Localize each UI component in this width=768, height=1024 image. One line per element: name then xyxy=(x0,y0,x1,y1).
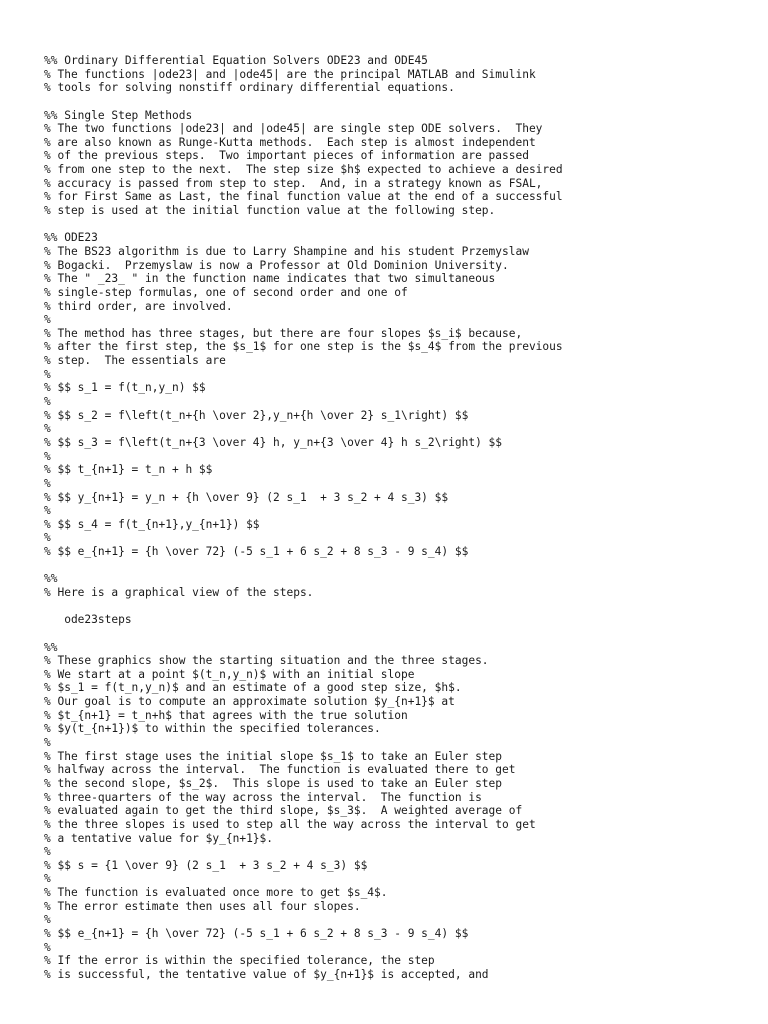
code-line: % $$ s_4 = f(t_{n+1},y_{n+1}) $$ xyxy=(44,517,260,531)
code-line: % xyxy=(44,504,51,518)
code-line: % The " _23_ " in the function name indicates that two simultaneous xyxy=(44,272,496,286)
code-line: % These graphics show the starting situation and the three stages. xyxy=(44,654,489,668)
code-line: % The BS23 algorithm is due to Larry Shampine and his student Przemyslaw xyxy=(44,244,529,258)
code-line: % $t_{n+1} = t_n+h$ that agrees with the true solution xyxy=(44,708,408,722)
code-line: % $$ s_2 = f\left(t_n+{h \over 2},y_n+{h \over 2} s_1\right) $$ xyxy=(44,408,469,422)
code-line: % after the first step, the $s_1$ for one step is the $s_4$ from the previous xyxy=(44,340,563,354)
code-line: % step. The essentials are xyxy=(44,354,226,368)
code-line: % The function is evaluated once more to get $s_4$. xyxy=(44,886,388,900)
code-line: % If the error is within the specified tolerance, the step xyxy=(44,954,435,968)
code-line: % xyxy=(44,476,51,490)
code-line: %% Ordinary Differential Equation Solvers ODE23 and ODE45 xyxy=(44,54,428,67)
code-line: % $s_1 = f(t_n,y_n)$ and an estimate of a good step size, $h$. xyxy=(44,681,462,695)
code-line xyxy=(44,600,760,614)
code-line: % xyxy=(44,422,51,436)
code-line xyxy=(44,559,760,573)
code-line: % The first stage uses the initial slope $s_1$ to take an Euler step xyxy=(44,749,503,763)
code-line: ode23steps xyxy=(44,613,132,627)
code-line: % for First Same as Last, the final function value at the end of a successful xyxy=(44,190,563,204)
code-line: %% xyxy=(44,572,58,586)
code-line: % $$ s = {1 \over 9} (2 s_1 + 3 s_2 + 4 s_3) $$ xyxy=(44,858,368,872)
code-line: % accuracy is passed from step to step. And, in a strategy known as FSAL, xyxy=(44,176,543,190)
code-line: % step is used at the initial function value at the following step. xyxy=(44,204,496,218)
code-line: % is successful, the tentative value of $y_{n+1}$ is accepted, and xyxy=(44,967,489,981)
code-line: % Here is a graphical view of the steps. xyxy=(44,585,314,599)
code-line: % xyxy=(44,913,51,927)
code-line: % xyxy=(44,845,51,859)
code-line: % a tentative value for $y_{n+1}$. xyxy=(44,831,274,845)
code-line: %% Single Step Methods xyxy=(44,108,193,122)
code-line: % halfway across the interval. The function is evaluated there to get xyxy=(44,763,516,777)
code-line: % xyxy=(44,531,51,545)
code-line: % of the previous steps. Two important pieces of information are passed xyxy=(44,149,529,163)
code-line xyxy=(44,218,760,232)
code-line: % $$ y_{n+1} = y_n + {h \over 9} (2 s_1 + 3 s_2 + 4 s_3) $$ xyxy=(44,490,449,504)
code-line: % Bogacki. Przemyslaw is now a Professor at Old Dominion University. xyxy=(44,258,509,272)
code-line: % xyxy=(44,449,51,463)
code-line: % $$ e_{n+1} = {h \over 72} (-5 s_1 + 6 s_2 + 8 s_3 - 9 s_4) $$ xyxy=(44,545,469,559)
code-line: % $$ e_{n+1} = {h \over 72} (-5 s_1 + 6 s_2 + 8 s_3 - 9 s_4) $$ xyxy=(44,927,469,940)
code-line: % The error estimate then uses all four slopes. xyxy=(44,899,361,913)
code-line xyxy=(44,627,760,641)
code-line: % xyxy=(44,940,51,954)
code-line: % xyxy=(44,736,51,750)
code-line: % $y(t_{n+1})$ to within the specified tolerances. xyxy=(44,722,381,736)
code-line: %% xyxy=(44,640,58,654)
code-line: %% ODE23 xyxy=(44,231,98,245)
code-line: % are also known as Runge-Kutta methods. Each step is almost independent xyxy=(44,135,536,149)
code-line: % xyxy=(44,872,51,886)
code-line: % The functions |ode23| and |ode45| are the principal MATLAB and Simulink xyxy=(44,67,536,81)
code-line: % The method has three stages, but there are four slopes $s_i$ because, xyxy=(44,326,523,340)
code-line: % single-step formulas, one of second order and one of xyxy=(44,285,408,299)
code-line: % three-quarters of the way across the interval. The function is xyxy=(44,790,482,804)
code-line: % $$ s_1 = f(t_n,y_n) $$ xyxy=(44,381,206,395)
code-line: % $$ s_3 = f\left(t_n+{3 \over 4} h, y_n+{3 \over 4} h s_2\right) $$ xyxy=(44,435,503,449)
code-line: % xyxy=(44,313,51,327)
code-line: % The two functions |ode23| and |ode45| are single step ODE solvers. They xyxy=(44,122,543,136)
code-line: % $$ t_{n+1} = t_n + h $$ xyxy=(44,463,213,477)
code-line: % We start at a point $(t_n,y_n)$ with an initial slope xyxy=(44,667,415,681)
code-line: % evaluated again to get the third slope, $s_3$. A weighted average of xyxy=(44,804,523,818)
code-line: % the second slope, $s_2$. This slope is used to take an Euler step xyxy=(44,776,503,790)
code-line: % the three slopes is used to step all the way across the interval to get xyxy=(44,817,536,831)
code-line: % Our goal is to compute an approximate solution $y_{n+1}$ at xyxy=(44,695,455,709)
code-line: % from one step to the next. The step size $h$ expected to achieve a desired xyxy=(44,163,563,177)
code-line: % tools for solving nonstiff ordinary differential equations. xyxy=(44,81,455,95)
code-line xyxy=(44,95,760,109)
code-line: % xyxy=(44,367,51,381)
code-line: % third order, are involved. xyxy=(44,299,233,313)
code-line: % xyxy=(44,395,51,409)
document-page xyxy=(44,54,760,982)
